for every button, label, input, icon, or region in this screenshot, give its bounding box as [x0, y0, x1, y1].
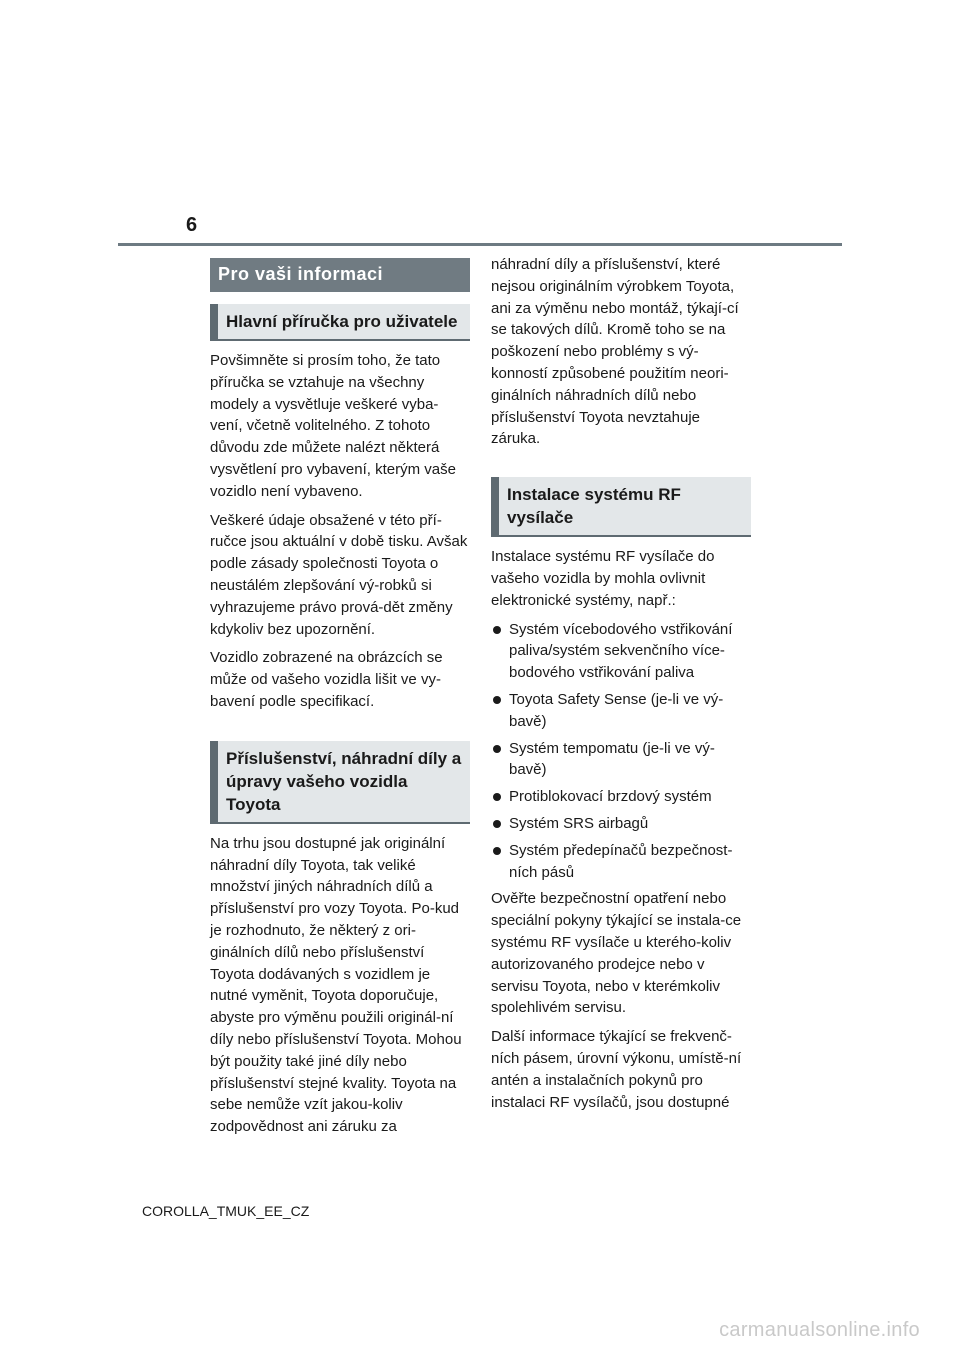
right-column — [491, 256, 751, 1120]
subheading-rf-transmitter: Instalace systému RF vysílače — [491, 477, 751, 537]
bullet-icon — [493, 793, 501, 801]
subheading-accessories: Příslušenství, náhradní díly a úpravy vašeho vozidla Toyota — [210, 741, 470, 824]
list-item-text: Systém tempomatu (je-li ve vý-bavě) — [509, 739, 715, 779]
list-item-text: Systém SRS airbagů — [509, 814, 649, 832]
paragraph: Veškeré údaje obsažené v této pří-ručce jsou aktuální v době tisku. Avšak podle zásady společnosti Toyota o neustálém zlepšování vý-robků si vyhrazujeme právo prová-dět změny kdykoliv bez upozornění. — [210, 511, 468, 638]
paragraph: Vozidlo zobrazené na obrázcích se může od vašeho vozidla lišit ve vy-bavení podle specifikací. — [210, 649, 443, 710]
subheading-user-manual: Hlavní příručka pro uživatele — [210, 304, 470, 341]
list-item-text: Systém předepínačů bezpečnost-ních pásů — [509, 841, 733, 881]
paragraph: Další informace týkající se frekvenč-ních pásem, úrovní výkonu, umístě-ní antén a instalačních pokynů pro instalaci RF vysílačů, jsou dostupné — [491, 1028, 742, 1111]
bullet-icon — [493, 626, 501, 634]
bullet-icon — [493, 847, 501, 855]
bullet-icon — [493, 696, 501, 704]
paragraph: Ověřte bezpečnostní opatření nebo speciální pokyny týkající se instala-ce systému RF vysílače u kterého-koliv autorizovaného prodejce nebo v servisu Toyota, nebo v kterémkoliv spolehlivém servisu. — [491, 890, 742, 1017]
list-item — [491, 786, 751, 808]
header-divider — [118, 243, 842, 246]
section-banner: Pro vaši informaci — [210, 258, 470, 292]
list-item — [491, 738, 751, 782]
paragraph: náhradní díly a příslušenství, které nejsou originálním výrobkem Toyota, ani za výměnu nebo montáž, týkají-cí se takových dílů. Kromě toho se na poškození nebo problémy s vý-konností způsobené použitím neori-ginálních náhradních dílů nebo příslušenství Toyota nevztahuje záruka. — [491, 256, 739, 448]
list-item — [491, 813, 751, 835]
list-item — [491, 689, 751, 733]
bullet-icon — [493, 745, 501, 753]
paragraph: Na trhu jsou dostupné jak originální náhradní díly Toyota, tak veliké množství jiných náhradních dílů a příslušenství pro vozy Toyota. Po-kud je rozhodnuto, že některý z ori-ginálních dílů nebo příslušenství Toyota dodávaných s vozidlem je nutné vyměnit, Toyota doporučuje, abyste pro výměnu použili originál-ní díly nebo příslušenství Toyota. Mohou být použity také jiné díly nebo příslušenství stejné kvality. Toyota na sebe nemůže vzít jakou-koliv zodpovědnost ani záruku za — [210, 834, 462, 1136]
bullet-icon — [493, 820, 501, 828]
paragraph: Povšimněte si prosím toho, že tato příručka se vztahuje na všechny modely a vysvětluje veškeré vyba-vení, včetně volitelného. Z tohoto důvodu zde můžete nalézt některá vysvětlení pro vybavení, kterým vaše vozidlo není vybaveno. — [210, 352, 456, 500]
list-item — [491, 840, 751, 884]
paragraph: Instalace systému RF vysílače do vašeho vozidla by mohla ovlivnit elektronické systémy, např.: — [491, 548, 715, 609]
watermark-link[interactable]: carmanualsonline.info — [719, 1319, 920, 1341]
bullet-list — [491, 619, 751, 884]
left-column — [210, 256, 470, 1145]
list-item-text: Protiblokovací brzdový systém — [509, 788, 712, 806]
document-code: COROLLA_TMUK_EE_CZ — [142, 1203, 310, 1219]
list-item — [491, 619, 751, 684]
list-item-text: Toyota Safety Sense (je-li ve vý-bavě) — [509, 690, 724, 730]
list-item-text: Systém vícebodového vstřikování paliva/systém sekvenčního více-bodového vstřikování paliva — [509, 620, 733, 682]
page-number: 6 — [186, 214, 198, 236]
